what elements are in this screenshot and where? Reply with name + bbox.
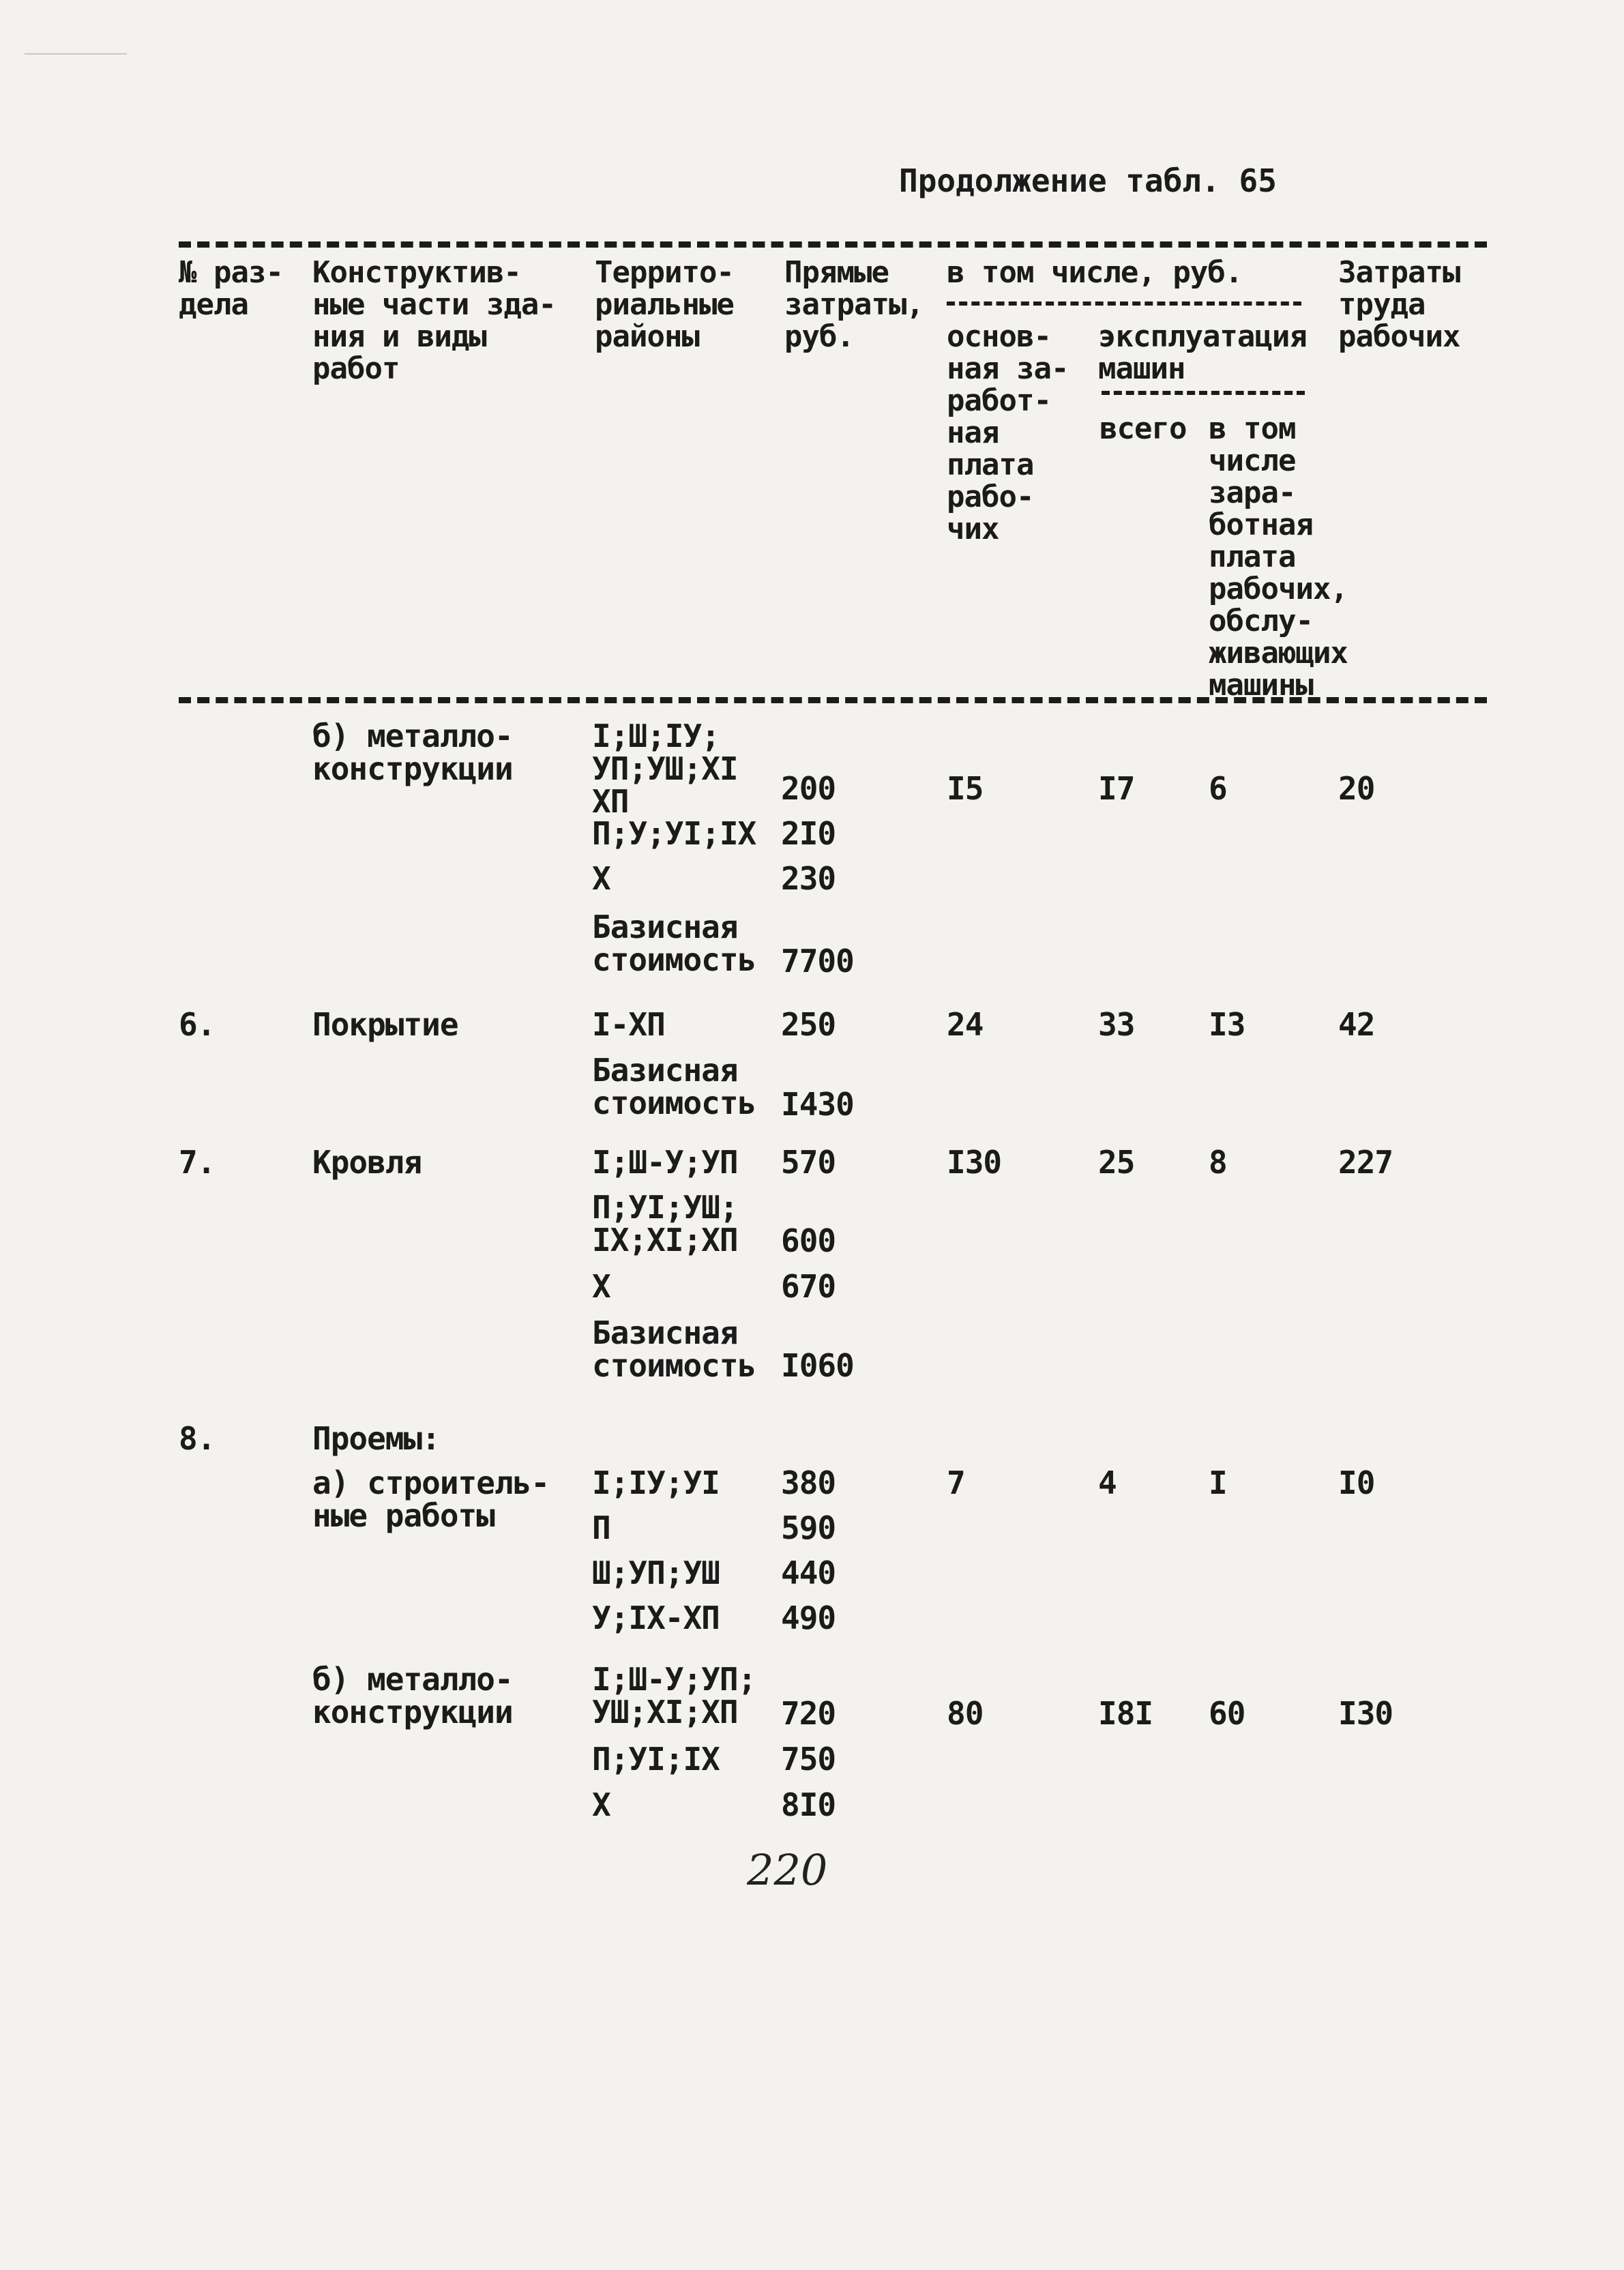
row-cost: 7700 bbox=[781, 943, 854, 979]
row-region: I-XП bbox=[592, 1006, 665, 1043]
row-region: I;IУ;УI bbox=[592, 1464, 720, 1501]
row-region: Базисная стоимость bbox=[592, 1314, 756, 1384]
row-region: I;Ш-У;УП; УШ;XI;XП bbox=[592, 1661, 756, 1730]
header-machine-operation: эксплуатация машин bbox=[1098, 319, 1307, 386]
header-including: в том числе, руб. bbox=[947, 255, 1243, 290]
row-region: I;Ш;IУ; УП;УШ;XI XП bbox=[592, 718, 738, 820]
row-region: П bbox=[592, 1509, 610, 1546]
row-cost: 750 bbox=[781, 1741, 836, 1778]
row-labor: I0 bbox=[1338, 1464, 1375, 1501]
header-regions: Террито- риальные районы bbox=[595, 255, 734, 354]
header-building-parts: Конструктив- ные части зда- ния и виды работ bbox=[312, 255, 556, 386]
row-machine-wage: 8 bbox=[1209, 1144, 1227, 1181]
row-cost: 570 bbox=[781, 1144, 836, 1181]
header-machines-rule bbox=[1102, 391, 1305, 395]
row-region: П;У;УI;IX bbox=[592, 815, 756, 852]
header-section-number: № раз- дела bbox=[179, 255, 283, 322]
row-cost: 590 bbox=[781, 1509, 836, 1546]
row-cost: 600 bbox=[781, 1222, 836, 1259]
row-cost: 380 bbox=[781, 1464, 836, 1501]
row-machines: I7 bbox=[1098, 770, 1135, 807]
row-machines: 4 bbox=[1098, 1464, 1117, 1501]
row-labor: 20 bbox=[1338, 770, 1375, 807]
row-section-number: 6. bbox=[179, 1006, 216, 1043]
row-machine-wage: 6 bbox=[1209, 770, 1227, 807]
header-machine-total: всего bbox=[1099, 411, 1187, 446]
row-cost: I430 bbox=[781, 1086, 854, 1123]
row-section-number: 8. bbox=[179, 1420, 216, 1457]
row-part: Кровля bbox=[312, 1144, 422, 1181]
row-region: X bbox=[592, 1786, 610, 1823]
row-cost: 440 bbox=[781, 1554, 836, 1591]
header-machine-wage: в том числе зара- ботная плата рабочих, обслу- живающих машины bbox=[1209, 411, 1348, 703]
row-region: I;Ш-У;УП bbox=[592, 1144, 738, 1181]
row-region: X bbox=[592, 860, 610, 897]
row-part: Проемы: bbox=[312, 1420, 440, 1457]
row-machines: 25 bbox=[1098, 1144, 1135, 1181]
row-machine-wage: I3 bbox=[1209, 1006, 1245, 1043]
row-wage: 7 bbox=[947, 1464, 965, 1501]
row-machines: 33 bbox=[1098, 1006, 1135, 1043]
row-machines: I8I bbox=[1098, 1695, 1153, 1732]
row-wage: 24 bbox=[947, 1006, 984, 1043]
row-region: Ш;УП;УШ bbox=[592, 1554, 720, 1591]
row-machine-wage: I bbox=[1209, 1464, 1227, 1501]
table-caption: Продолжение табл. 65 bbox=[899, 162, 1277, 199]
row-wage: I5 bbox=[947, 770, 984, 807]
row-part: б) металло- конструкции bbox=[312, 718, 513, 787]
row-region: X bbox=[592, 1268, 610, 1305]
margin-mark bbox=[25, 53, 127, 55]
row-cost: 490 bbox=[781, 1600, 836, 1636]
row-region: П;УI;IX bbox=[592, 1741, 720, 1778]
header-basic-wage: основ- ная за- работ- ная плата рабо- чих bbox=[947, 319, 1069, 546]
row-part: а) строитель- ные работы bbox=[312, 1464, 550, 1534]
row-machine-wage: 60 bbox=[1209, 1695, 1245, 1732]
row-part: Покрытие bbox=[312, 1006, 458, 1043]
row-cost: 250 bbox=[781, 1006, 836, 1043]
row-labor: I30 bbox=[1338, 1695, 1393, 1732]
row-region: Базисная стоимость bbox=[592, 1052, 756, 1121]
handwritten-page-number: 220 bbox=[747, 1845, 828, 1895]
row-part: б) металло- конструкции bbox=[312, 1661, 513, 1730]
row-region: У;IX-XП bbox=[592, 1600, 720, 1636]
header-group-rule bbox=[947, 301, 1301, 306]
header-labor: Затраты труда рабочих bbox=[1338, 255, 1460, 354]
row-wage: 80 bbox=[947, 1695, 984, 1732]
row-cost: 230 bbox=[781, 860, 836, 897]
row-region: П;УI;УШ; IX;XI;XП bbox=[592, 1189, 738, 1258]
row-labor: 42 bbox=[1338, 1006, 1375, 1043]
row-section-number: 7. bbox=[179, 1144, 216, 1181]
row-cost: 720 bbox=[781, 1695, 836, 1732]
header-top-rule bbox=[179, 241, 1487, 248]
row-cost: 8I0 bbox=[781, 1786, 836, 1823]
row-wage: I30 bbox=[947, 1144, 1002, 1181]
header-direct-costs: Прямые затраты, руб. bbox=[784, 255, 924, 354]
row-labor: 227 bbox=[1338, 1144, 1393, 1181]
row-cost: 200 bbox=[781, 770, 836, 807]
row-cost: 670 bbox=[781, 1268, 836, 1305]
row-cost: 2I0 bbox=[781, 815, 836, 852]
row-cost: I060 bbox=[781, 1347, 854, 1384]
row-region: Базисная стоимость bbox=[592, 909, 756, 978]
